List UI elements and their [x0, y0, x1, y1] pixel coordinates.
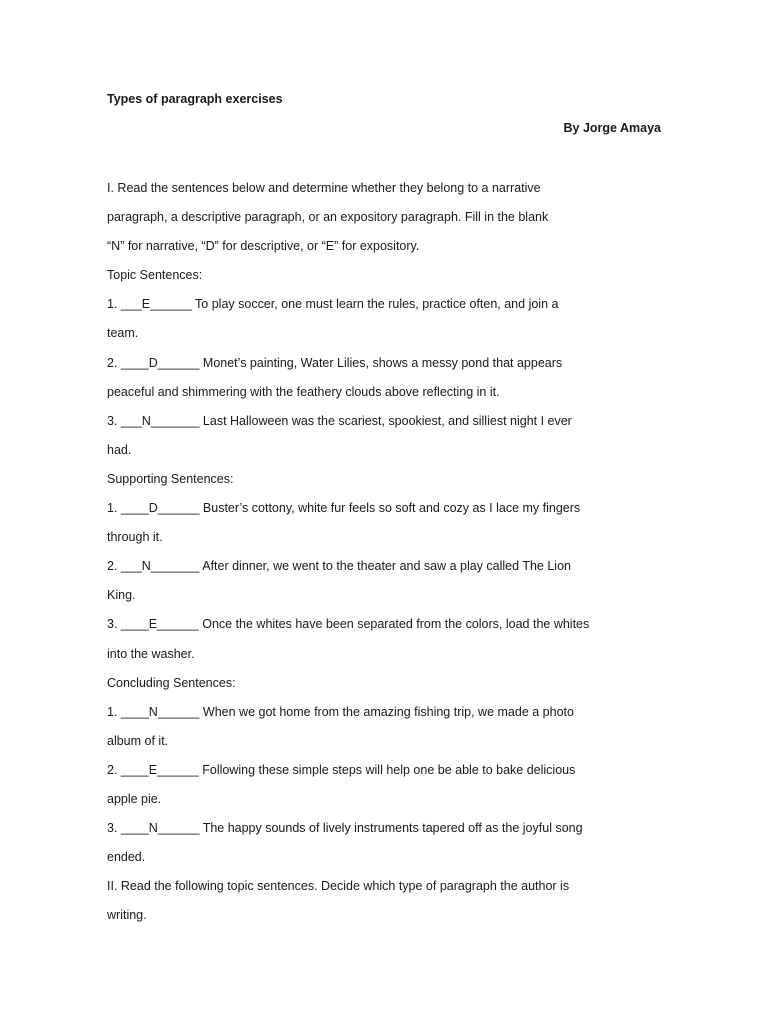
body-line: 3. ____N______ The happy sounds of lively instruments tapered off as the joyful song: [107, 821, 583, 836]
body-line: 3. ___N_______ Last Halloween was the scariest, spookiest, and silliest night I ever: [107, 413, 572, 428]
body-line: paragraph, a descriptive paragraph, or an expository paragraph. Fill in the blank: [107, 210, 549, 225]
body-line: team.: [107, 326, 139, 341]
body-line: II. Read the following topic sentences. Decide which type of paragraph the author is: [107, 879, 570, 894]
body-line: 3. ____E______ Once the whites have been separated from the colors, load the whites: [107, 617, 590, 632]
body-line: 2. ___N_______ After dinner, we went to the theater and saw a play called The Lion: [107, 559, 571, 574]
body-line: into the washer.: [107, 646, 195, 661]
section-heading-topic: Topic Sentences:: [107, 268, 203, 283]
body-line: 2. ____E______ Following these simple steps will help one be able to bake delicious: [107, 762, 576, 777]
body-line: writing.: [107, 908, 147, 923]
body-line: had.: [107, 442, 132, 457]
body-line: peaceful and shimmering with the feathery clouds above reflecting in it.: [107, 384, 500, 399]
section-heading-concluding: Concluding Sentences:: [107, 675, 236, 690]
body-line: King.: [107, 588, 136, 603]
body-line: album of it.: [107, 733, 169, 748]
body-line: 1. ____N______ When we got home from the amazing fishing trip, we made a photo: [107, 704, 574, 719]
body-line: through it.: [107, 530, 163, 545]
document-author: By Jorge Amaya: [563, 121, 661, 135]
body-line: 2. ____D______ Monet’s painting, Water Lilies, shows a messy pond that appears: [107, 355, 563, 370]
section-heading-supporting: Supporting Sentences:: [107, 471, 234, 486]
body-line: I. Read the sentences below and determine whether they belong to a narrative: [107, 181, 541, 195]
document-title: Types of paragraph exercises: [107, 92, 283, 106]
body-line: “N” for narrative, “D” for descriptive, or “E” for expository.: [107, 239, 420, 254]
body-line: 1. ____D______ Buster’s cottony, white fur feels so soft and cozy as I lace my fingers: [107, 501, 581, 516]
body-line: 1. ___E______ To play soccer, one must learn the rules, practice often, and join a: [107, 297, 559, 312]
body-line: apple pie.: [107, 791, 162, 806]
body-line: ended.: [107, 850, 146, 865]
document-body: [107, 178, 667, 934]
